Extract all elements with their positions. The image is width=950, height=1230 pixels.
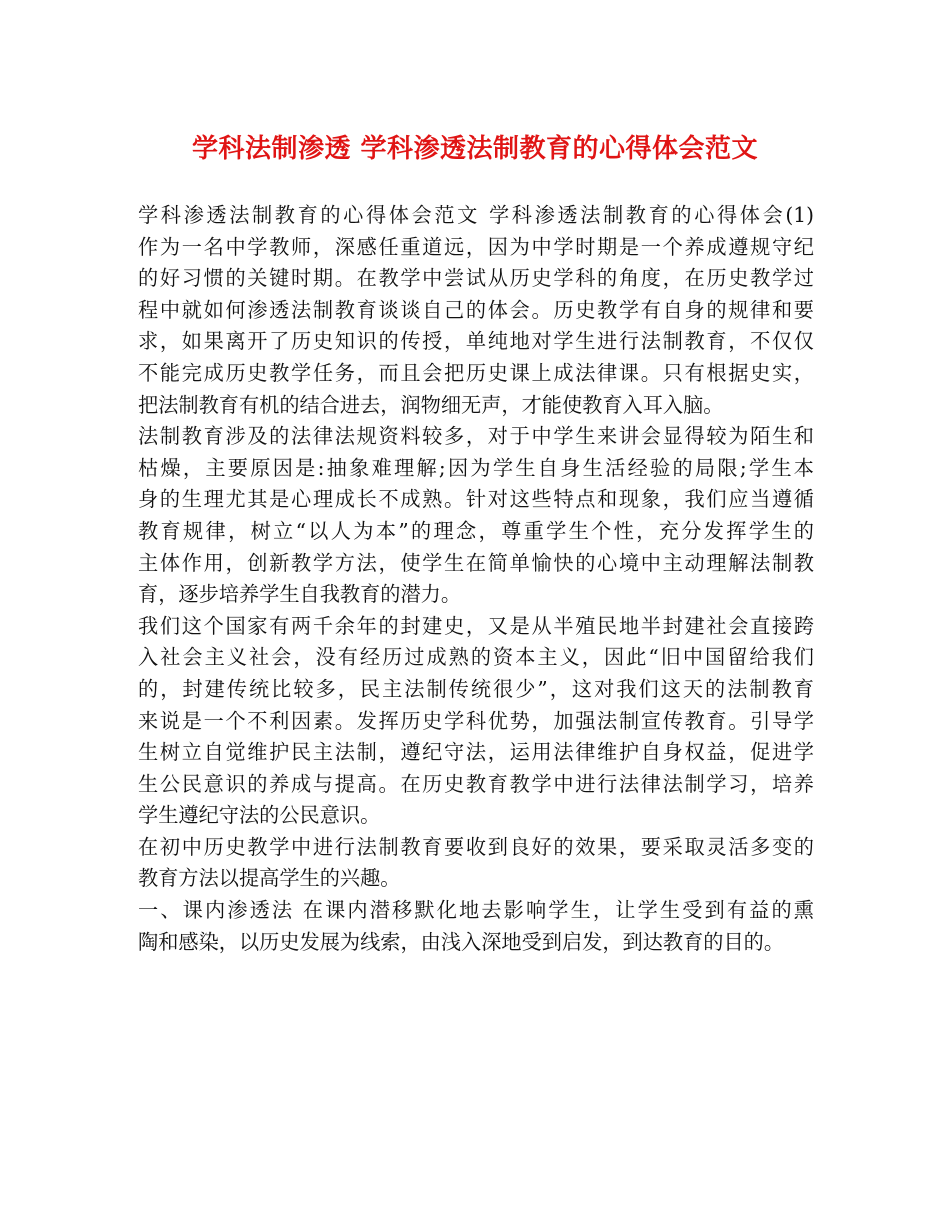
- document-title: 学科法制渗透 学科渗透法制教育的心得体会范文: [191, 134, 759, 164]
- body-line: 不能完成历史教学任务，而且会把历史课上成法律课。只有根据史实，: [138, 360, 814, 385]
- document-body: [138, 200, 814, 958]
- body-line: 一、课内渗透法 在课内潜移默化地去影响学生，让学生受到有益的熏: [138, 898, 814, 923]
- body-line: 我们这个国家有两千余年的封建史，又是从半殖民地半封建社会直接跨: [138, 613, 814, 638]
- body-line: 程中就如何渗透法制教育谈谈自己的体会。历史教学有自身的规律和要: [138, 297, 814, 322]
- body-line: 教育方法以提高学生的兴趣。: [138, 866, 401, 891]
- body-line: 主体作用，创新教学方法，使学生在简单愉快的心境中主动理解法制教: [138, 550, 814, 575]
- body-line: 生公民意识的养成与提高。在历史教育教学中进行法律法制学习，培养: [138, 771, 814, 796]
- body-line: 教育规律，树立“以人为本”的理念，尊重学生个性，充分发挥学生的: [138, 518, 814, 543]
- body-line: 把法制教育有机的结合进去，润物细无声，才能使教育入耳入脑。: [138, 392, 724, 417]
- body-line: 生树立自觉维护民主法制，遵纪守法，运用法律维护自身权益，促进学: [138, 740, 814, 765]
- body-line: 入社会主义社会，没有经历过成熟的资本主义，因此“旧中国留给我们: [138, 645, 814, 670]
- body-line: 来说是一个不利因素。发挥历史学科优势，加强法制宣传教育。引导学: [138, 708, 814, 733]
- body-line: 身的生理尤其是心理成长不成熟。针对这些特点和现象，我们应当遵循: [138, 487, 814, 512]
- body-line: 的，封建传统比较多，民主法制传统很少”，这对我们这天的法制教育: [138, 676, 814, 701]
- body-line: 学生遵纪守法的公民意识。: [138, 803, 381, 828]
- body-line: 学科渗透法制教育的心得体会范文 学科渗透法制教育的心得体会(1): [138, 203, 814, 227]
- body-line: 求，如果离开了历史知识的传授，单纯地对学生进行法制教育，不仅仅: [138, 329, 814, 354]
- body-line: 作为一名中学教师，深感任重道远，因为中学时期是一个养成遵规守纪: [138, 234, 814, 259]
- body-line: 的好习惯的关键时期。在教学中尝试从历史学科的角度，在历史教学过: [138, 266, 814, 291]
- body-line: 陶和感染，以历史发展为线索，由浅入深地受到启发，到达教育的目的。: [138, 929, 785, 954]
- body-line: 育，逐步培养学生自我教育的潜力。: [138, 582, 462, 607]
- body-line: 法制教育涉及的法律法规资料较多，对于中学生来讲会显得较为陌生和: [138, 424, 814, 449]
- body-line: 在初中历史教学中进行法制教育要收到良好的效果，要采取灵活多变的: [138, 834, 814, 859]
- body-line: 枯燥，主要原因是:抽象难理解;因为学生自身生活经验的局限;学生本: [138, 455, 814, 480]
